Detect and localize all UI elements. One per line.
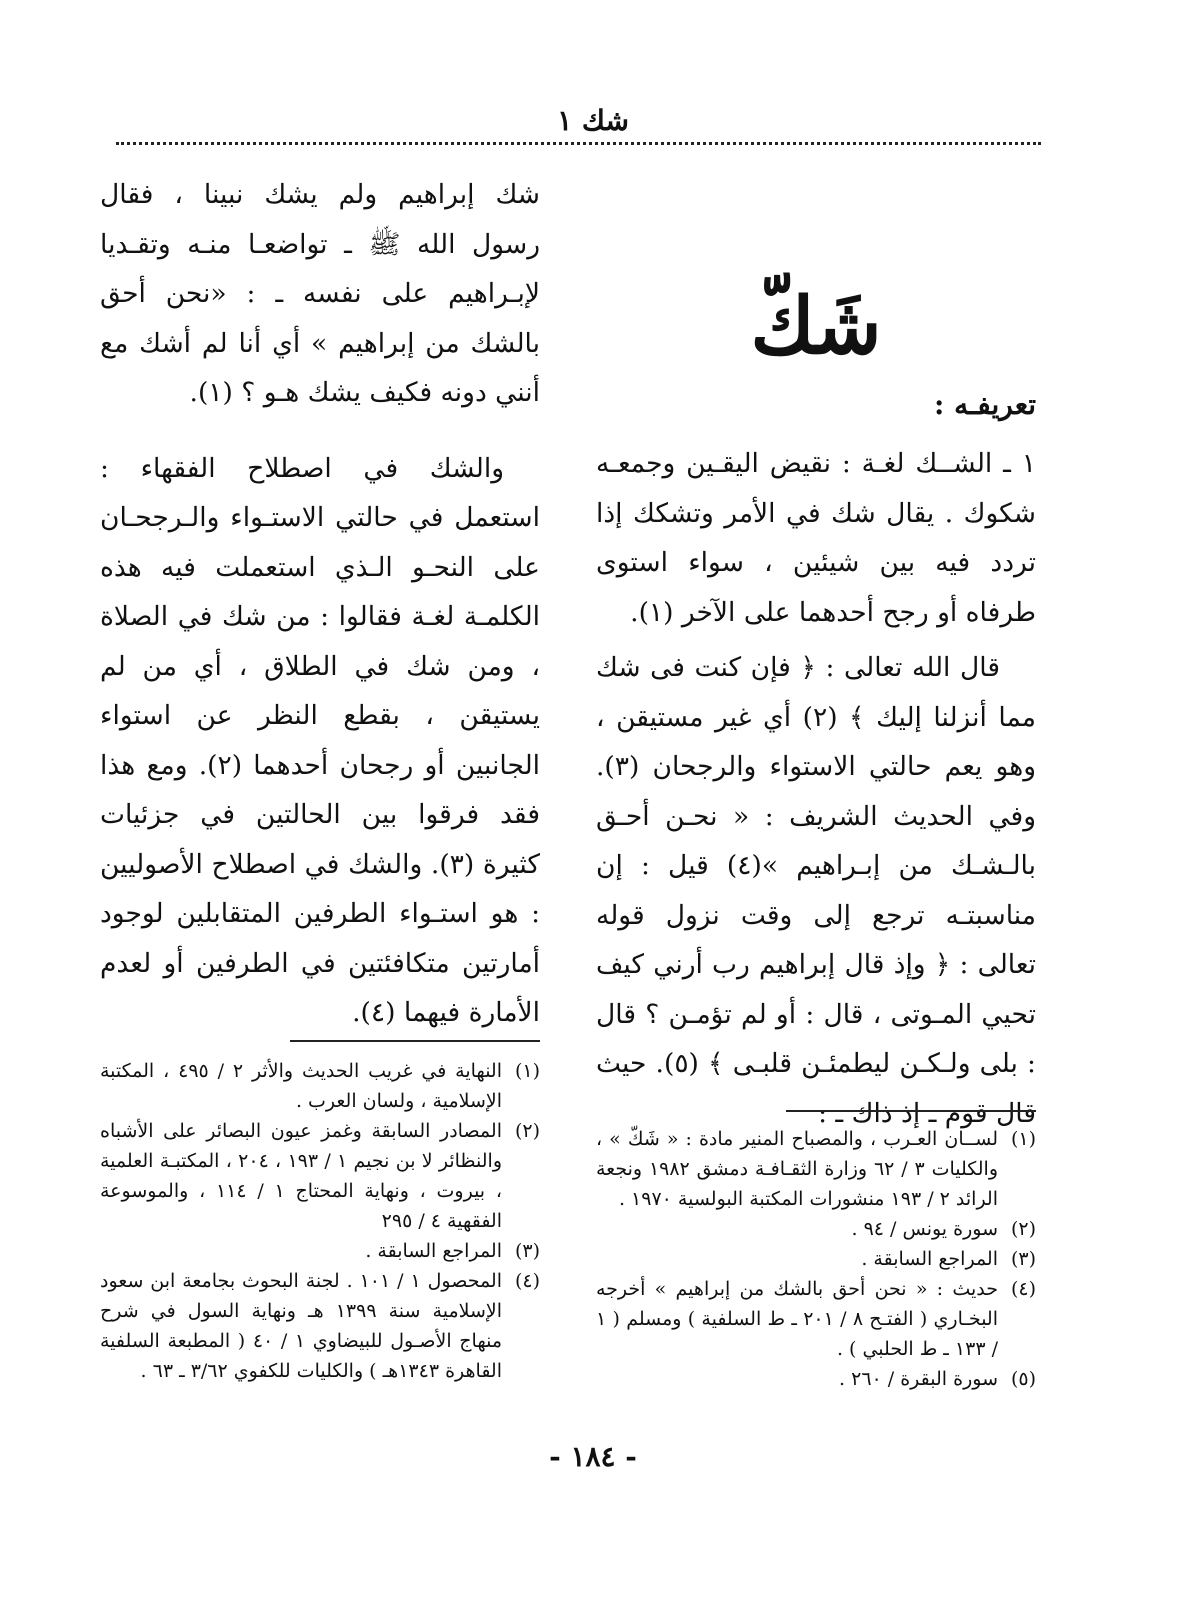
footnote: (٤) حديث : « نحن أحق بالشك من إبراهيم » أخرجه البخـاري ( الفتـح ٨ / ٢٠١ ـ ط السلفية ) ومسلم ( ١ / ١٣٣ ـ ط الحلبي ) . (596, 1278, 1036, 1360)
body-paragraph: قال الله تعالى : ﴿ فإن كنت فى شك مما أنزلنا إليك ﴾ (٢) أي غير مستيقن ، وهو يعم حالتي الاستواء والرجحان (٣). وفي الحديث الشريف : « نحـن أحـق بالـشـك من إبـراهيم »(٤) قيل : إن مناسبتـه ترجع إلى وقت نزول قوله تعالى : ﴿ وإذ قال إبراهيم رب أرني كيف تحيي المـوتى ، قال : أو لم تؤمـن ؟ قال : بلى ولـكـن ليطمئـن قلبـى ﴾ (٥). حيث قال قوم ـ إذ ذاك ـ : (596, 652, 1037, 1129)
running-header: شك ١ (557, 104, 629, 137)
footnotes-right (596, 1110, 1036, 1394)
footnote: (٣) المراجع السابقة . (365, 1240, 540, 1262)
right-column (596, 170, 1036, 1138)
footnotes-left (100, 1040, 540, 1386)
body-paragraph: والشك في اصطلاح الفقهاء : استعمل في حالتي الاستـواء والـرجحـان على النحـو الـذي استعملت فيه هذه الكلمـة لغـة فقالوا : من شك في الصلاة ، ومن شك في الطلاق ، أي من لم يستيقن ، بقطع النظر عن استواء الجانبين أو رجحان أحدهما (٢). ومع هذا فقد فرقوا بين الحالتين في جزئيات كثيرة (٣). والشك في اصطلاح الأصوليين : هو استـواء الطرفين المتقابلين لوجود أمارتين متكافئتين في الطرفين أو لعدم الأمارة فيهما (٤). (100, 452, 541, 1028)
footnote: (٣) المراجع السابقة . (861, 1248, 1036, 1270)
footnote: (١) النهاية في غريب الحديث والأثر ٢ / ٤٩٥ ، المكتبة الإسلامية ، ولسان العرب . (100, 1060, 540, 1112)
footnote: (١) لســان العـرب ، والمصباح المنير مادة : « شَكّ » ، والكليات ٣ / ٦٢ وزارة الثقـافـة دمشق ١٩٨٢ ونجعة الرائد ٢ / ١٩٣ منشورات المكتبة البولسية ١٩٧٠ . (596, 1128, 1036, 1210)
footnote: (٢) المصادر السابقة وغمز عيون البصائر على الأشباه والنظائر لا بن نجيم ١ / ١٩٣ ، ٢٠٤ ، المكتبـة العلمية ، بيروت ، ونهاية المحتاج ١ / ١١٤ ، والموسوعة الفقهية ٤ / ٢٩٥ (100, 1120, 540, 1232)
left-column (100, 170, 540, 1038)
footnote-rule (786, 1110, 1036, 1112)
body-paragraph: ١ ـ الشــك لغـة : نقيض اليقـين وجمعـه شكوك . يقال شك في الأمر وتشكك إذا تردد فيه بين شيئين ، سواء استوى طرفاه أو رجح أحدهما على الآخر (١). (596, 448, 1036, 628)
footnote-rule (290, 1040, 540, 1042)
body-paragraph: شك إبراهيم ولم يشك نبينا ، فقال رسول الله ﷺ ـ تواضعـا منـه وتقـديا لإبـراهيم على نفسه ـ : «نحن أحق بالشك من إبراهيم » أي أنا لم أشك مع أنني دونه فكيف يشك هـو ؟ (١). (100, 179, 540, 408)
footnote: (٥) سورة البقرة / ٢٦٠ . (839, 1368, 1036, 1390)
dotted-divider (116, 142, 1041, 145)
page-number: - ١٨٤ - (549, 1440, 637, 1473)
entry-title: شَكّ (750, 281, 882, 372)
section-heading: تعريفـه : (933, 388, 1036, 421)
footnote: (٤) المحصول ١ / ١٠١ . لجنة البحوث بجامعة ابن سعود الإسلامية سنة ١٣٩٩ هـ ونهاية السول في شرح منهاج الأصـول للبيضاوي ١ / ٤٠ ( المطبعة السلفية القاهرة ١٣٤٣هـ ) والكليات للكفوي ٣/٦٢ ـ ٦٣ . (100, 1270, 540, 1382)
footnote: (٢) سورة يونس / ٩٤ . (851, 1218, 1036, 1240)
